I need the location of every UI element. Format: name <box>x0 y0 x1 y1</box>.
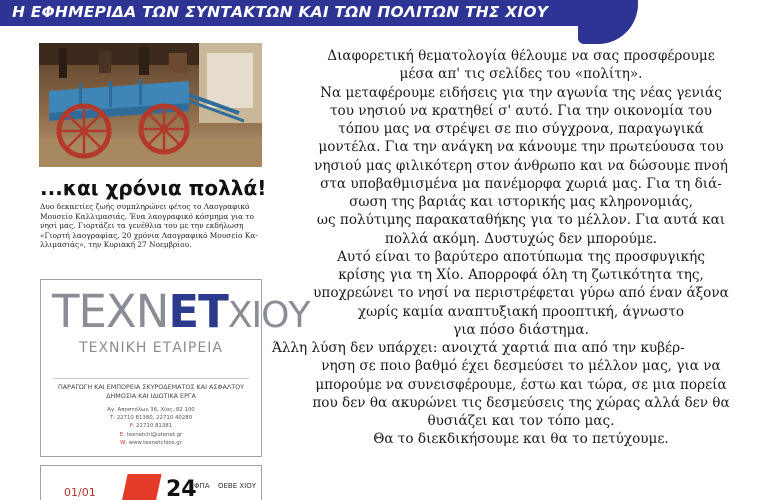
bottom-advertisement <box>40 465 262 500</box>
phone-value: 22710 81380, 22710 40280 <box>116 415 193 422</box>
divider <box>53 378 249 379</box>
bottom-ad-org: ΟΕΒΕ ΧΙΟΥ <box>218 482 257 490</box>
bottom-ad-number: 24 <box>166 477 197 500</box>
masthead-banner <box>0 0 600 26</box>
email-label: E: <box>119 431 125 438</box>
article-line: χωρίς καμία αναπτυξιακή προοπτική, άγνωστο <box>357 303 685 320</box>
company-advertisement <box>40 279 310 457</box>
masthead-title: Η ΕΦΗΜΕΡΙΔΑ ΤΩΝ ΣΥΝΤΑΚΤΩΝ ΚΑΙ ΤΩΝ ΠΟΛΙΤΩΝ ΤΗΣ ΧΙΟΥ <box>12 3 549 21</box>
article-line: σωση της βαριάς και ιστορικής μας κληρονομιάς, <box>349 194 693 210</box>
company-contact <box>41 406 261 447</box>
contact-email <box>41 431 261 439</box>
article-line: θυσιάζει και τον τόπο μας. <box>427 413 615 429</box>
article-line: μοντέλα. Για την ανάγκη να κάνουμε την πρωτεύουσα του <box>318 139 724 156</box>
logo-part: ΕΤ <box>168 285 228 338</box>
article-line: μπορούμε να συνεισφέρουμε, έστω και τώρα, σε μια πορεία <box>315 376 727 393</box>
logo-part: ΧΙΟΥ <box>227 295 310 336</box>
article-line: που δεν θα ακυρώνει τις δεσμεύσεις της χώρας αλλά δεν θα <box>312 394 730 411</box>
article-line: του νησιού να κρατηθεί σ' αυτό. Για την οικονομία του <box>330 102 712 119</box>
article-line: Θα το διεκδικήσουμε και θα το πετύχουμε. <box>373 431 669 448</box>
description-line: ΔΗΜΟΣΙΑ ΚΑΙ ΙΔΙΩΤΙΚΑ ΕΡΓΑ <box>106 391 196 400</box>
bottom-ad-tax: ΦΠΑ <box>194 482 210 490</box>
article-line: στα υποβαθμισμένα μα πανέμορφα χωριά μας. Για τη διά- <box>320 175 722 192</box>
article-line: υποχρεώνει το νησί να περιστρέφεται γύρω από έναν άξονα <box>313 285 729 302</box>
company-description <box>41 383 261 400</box>
caption-line: Δυο δεκαετίες ζωής συμπληρώνει φέτος το Λαογραφικό <box>40 202 250 211</box>
museum-photo <box>39 43 262 167</box>
photo-caption <box>40 202 262 250</box>
contact-phone <box>41 414 261 422</box>
article-line: Διαφορετική θεματολογία θέλουμε να σας προσφέρουμε <box>327 48 715 64</box>
company-subtitle: ΤΕΧΝΙΚΗ ΕΤΑΙΡΕΙΑ <box>79 340 223 356</box>
contact-address: Αγ. Αποστόλων 36, Χίος, 82 100 <box>107 407 195 413</box>
article-line: νηση σε ποιο βαθμό έχει δεσμεύσει το μέλλον μας, για να <box>321 358 721 375</box>
web-label: W: <box>120 439 127 446</box>
bottom-ad-red-block <box>120 474 161 500</box>
article-line: κρίσης για τη Χίο. Απορροφά όλη τη ζωτικότητα της, <box>338 267 704 283</box>
masthead-logo-shape <box>578 0 638 44</box>
article-line: Αυτό είναι το βαρύτερο αποτύπωμα της προσφυγικής <box>337 248 705 265</box>
fax-label: F: <box>129 423 135 430</box>
company-logo <box>52 287 309 341</box>
ox-cart-illustration <box>39 43 262 167</box>
article-line: νησιού μας φιλικότερη στον άνθρωπο και να δώσουμε πνοή <box>314 157 728 174</box>
photo-headline: ...και χρόνια πολλά! <box>40 176 267 200</box>
email-value: texnetchi@otenet.gr <box>126 431 183 438</box>
web-value: www.texnetchios.gr <box>128 439 182 446</box>
caption-line: «Γιορτή λαογραφίας, 20 χρόνια Λαογραφικό Μουσείο Κα- <box>40 230 258 240</box>
article-line: ως πολύτιμης παρακαταθήκης για το μέλλον. Για αυτά και <box>316 212 726 229</box>
logo-part: ΤΕΧΝ <box>52 285 169 338</box>
caption-line: Μουσείο Καλλιμασιάς. Ένα λαογραφικό κόσμημα για το <box>40 211 254 221</box>
caption-line: νησί μας. Γιορτάζει τα γενέθλια του με την εκδήλωση <box>40 221 244 231</box>
contact-fax <box>41 422 261 430</box>
article-line: πολλά ακόμη. Δυστυχώς δεν μπορούμε. <box>384 230 658 247</box>
article-body <box>272 47 770 449</box>
article-line: μέσα απ' τις σελίδες του «πολίτη». <box>399 66 643 83</box>
article-line: Άλλη λύση δεν υπάρχει: ανοιχτά χαρτιά πια από την κυβέρ- <box>272 340 685 356</box>
fax-value: 22710 81381 <box>136 423 173 430</box>
article-line: τόπου μας να στρέψει σε πιο σύγχρονα, παραγωγικά <box>338 121 704 137</box>
contact-web <box>41 439 261 447</box>
bottom-ad-date: 01/01 <box>64 486 96 499</box>
phone-label: Τ: <box>109 415 115 422</box>
article-line: Να μεταφέρουμε ειδήσεις για την αγωνία της νέας γενιάς <box>320 84 722 101</box>
article-line: για πόσο διάστημα. <box>453 321 589 338</box>
caption-line: λλιμασιάς», την Κυριακή 27 Νοεμβρίου. <box>40 240 192 250</box>
description-line: ΠΑΡΑΓΩΓΗ ΚΑΙ ΕΜΠΟΡΕΙΑ ΣΚΥΡΟΔΕΜΑΤΟΣ ΚΑΙ ΑΣΦΑΛΤΟΥ <box>57 383 245 391</box>
